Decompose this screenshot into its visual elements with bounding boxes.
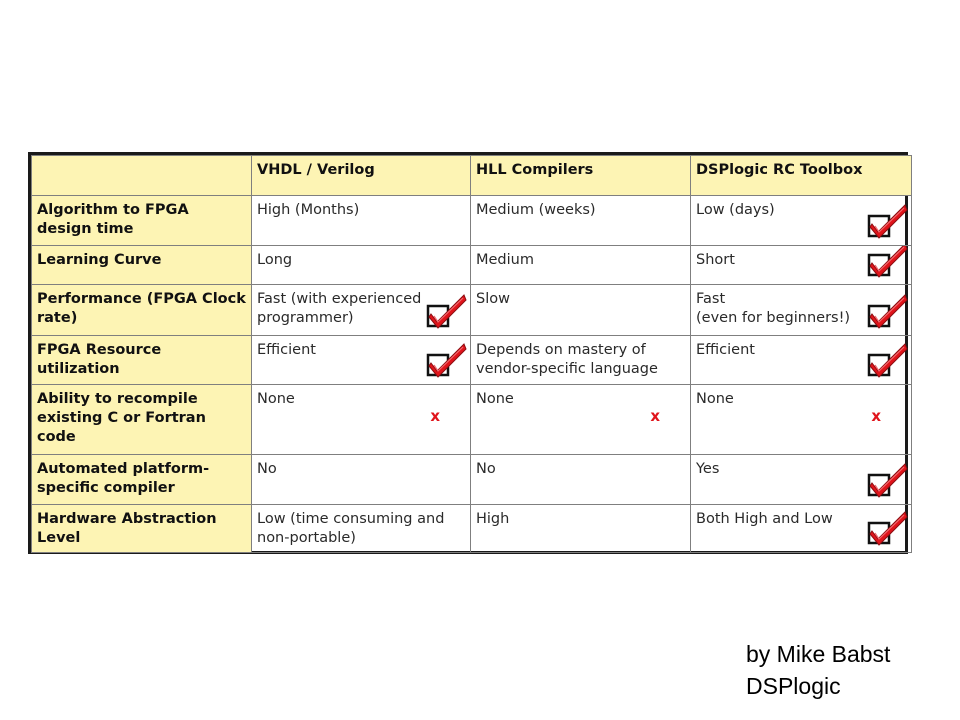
checkmark-icon bbox=[426, 292, 468, 332]
row-header: FPGA Resource utilization bbox=[32, 336, 252, 385]
cell-hll bbox=[471, 246, 691, 285]
author-name: by Mike Babst bbox=[746, 641, 891, 667]
row-header: Algorithm to FPGA design time bbox=[32, 196, 252, 246]
x-mark-icon: x bbox=[650, 407, 660, 425]
cell-vhdl bbox=[252, 455, 471, 505]
cell-dsplogic bbox=[691, 505, 912, 553]
row-header: Automated platform-specific compiler bbox=[32, 455, 252, 505]
table-row bbox=[32, 505, 912, 553]
row-header: Learning Curve bbox=[32, 246, 252, 285]
table-row bbox=[32, 336, 912, 385]
cell-text: None bbox=[476, 391, 514, 407]
table-row bbox=[32, 455, 912, 505]
column-header-hll: HLL Compilers bbox=[471, 156, 691, 196]
cell-text: None bbox=[696, 391, 734, 407]
cell-text: Medium (weeks) bbox=[476, 202, 596, 218]
cell-hll bbox=[471, 455, 691, 505]
table-row bbox=[32, 385, 912, 455]
checkmark-icon bbox=[426, 341, 468, 381]
row-header: Hardware Abstraction Level bbox=[32, 505, 252, 553]
cell-hll bbox=[471, 336, 691, 385]
comparison-table bbox=[31, 155, 912, 553]
cell-text: Yes bbox=[696, 461, 720, 477]
cell-dsplogic bbox=[691, 285, 912, 336]
cell-text: High (Months) bbox=[257, 202, 360, 218]
table-row bbox=[32, 246, 912, 285]
cell-hll bbox=[471, 285, 691, 336]
checkmark-icon bbox=[867, 461, 909, 501]
cell-text: Short bbox=[696, 252, 735, 268]
cell-text: Long bbox=[257, 252, 293, 268]
cell-text: Fast (with experienced programmer) bbox=[257, 291, 422, 326]
row-header: Ability to recompile existing C or Fortran code bbox=[32, 385, 252, 455]
cell-text: No bbox=[257, 461, 277, 477]
cell-text: High bbox=[476, 511, 510, 527]
column-header-dsplogic: DSPlogic RC Toolbox bbox=[691, 156, 912, 196]
checkmark-icon bbox=[867, 509, 909, 549]
cell-dsplogic bbox=[691, 246, 912, 285]
cell-hll bbox=[471, 385, 691, 455]
comparison-table-frame bbox=[28, 152, 908, 554]
cell-text: No bbox=[476, 461, 496, 477]
table-row bbox=[32, 196, 912, 246]
cell-text: Fast (even for beginners!) bbox=[696, 291, 851, 326]
cell-text: Both High and Low bbox=[696, 511, 833, 527]
cell-vhdl bbox=[252, 246, 471, 285]
header-row bbox=[32, 156, 912, 196]
cell-vhdl bbox=[252, 385, 471, 455]
column-header-vhdl: VHDL / Verilog bbox=[252, 156, 471, 196]
x-mark-icon: x bbox=[871, 407, 881, 425]
cell-dsplogic bbox=[691, 385, 912, 455]
author-byline bbox=[746, 638, 890, 702]
cell-text: Low (days) bbox=[696, 202, 775, 218]
company-name: DSPlogic bbox=[746, 673, 841, 699]
x-mark-icon: x bbox=[430, 407, 440, 425]
cell-dsplogic bbox=[691, 455, 912, 505]
cell-text: Low (time consuming and non-portable) bbox=[257, 511, 445, 546]
cell-text: Depends on mastery of vendor-specific language bbox=[476, 342, 658, 377]
cell-text: Efficient bbox=[257, 342, 316, 358]
checkmark-icon bbox=[867, 202, 909, 242]
cell-vhdl bbox=[252, 196, 471, 246]
table-row bbox=[32, 285, 912, 336]
cell-text: None bbox=[257, 391, 295, 407]
checkmark-icon bbox=[867, 246, 909, 282]
cell-vhdl bbox=[252, 505, 471, 553]
corner-cell bbox=[32, 156, 252, 196]
cell-hll bbox=[471, 505, 691, 553]
checkmark-icon bbox=[867, 292, 909, 332]
cell-text: Slow bbox=[476, 291, 510, 307]
cell-dsplogic bbox=[691, 336, 912, 385]
cell-text: Medium bbox=[476, 252, 534, 268]
cell-hll bbox=[471, 196, 691, 246]
cell-vhdl bbox=[252, 336, 471, 385]
cell-text: Efficient bbox=[696, 342, 755, 358]
cell-vhdl bbox=[252, 285, 471, 336]
cell-dsplogic bbox=[691, 196, 912, 246]
row-header: Performance (FPGA Clock rate) bbox=[32, 285, 252, 336]
checkmark-icon bbox=[867, 341, 909, 381]
